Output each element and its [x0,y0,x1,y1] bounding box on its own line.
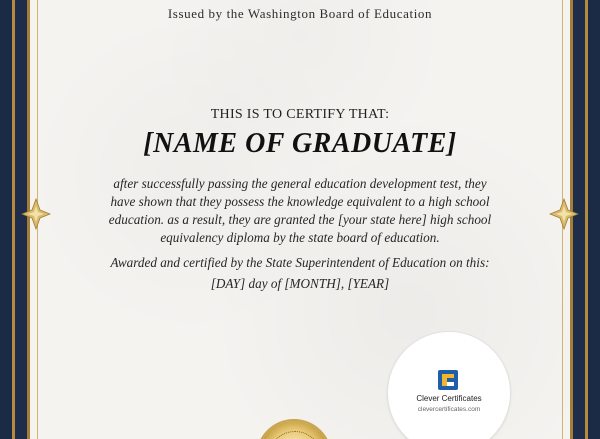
body-line: after successfully passing the general education development test, they [113,176,487,191]
medal-inner-ring [268,431,322,439]
body-line: have shown that they possess the knowledge equivalent to a high school [110,194,490,209]
issued-by-line: Issued by the Washington Board of Education [167,6,433,21]
seal-brand-name: Clever Certificates [416,394,482,403]
graduate-name: [NAME OF GRADUATE] [143,128,457,159]
awarded-line: Awarded and certified by the State Superintendent of Education on this: [110,255,490,270]
certify-heading: THIS IS TO CERTIFY THAT: [210,107,390,122]
seal-url: clevercertificates.com [417,406,481,413]
right-diamond-ornament-icon [549,198,579,230]
left-diamond-ornament-icon [21,198,51,230]
body-line: equivalency diploma by the state board of education. [160,230,440,245]
date-line: [DAY] day of [MONTH], [YEAR] [210,276,390,291]
clever-certificates-logo-icon [438,370,458,390]
certificate-body [80,175,520,247]
body-line: education. as a result, they are granted the [your state here] high school [108,212,492,227]
